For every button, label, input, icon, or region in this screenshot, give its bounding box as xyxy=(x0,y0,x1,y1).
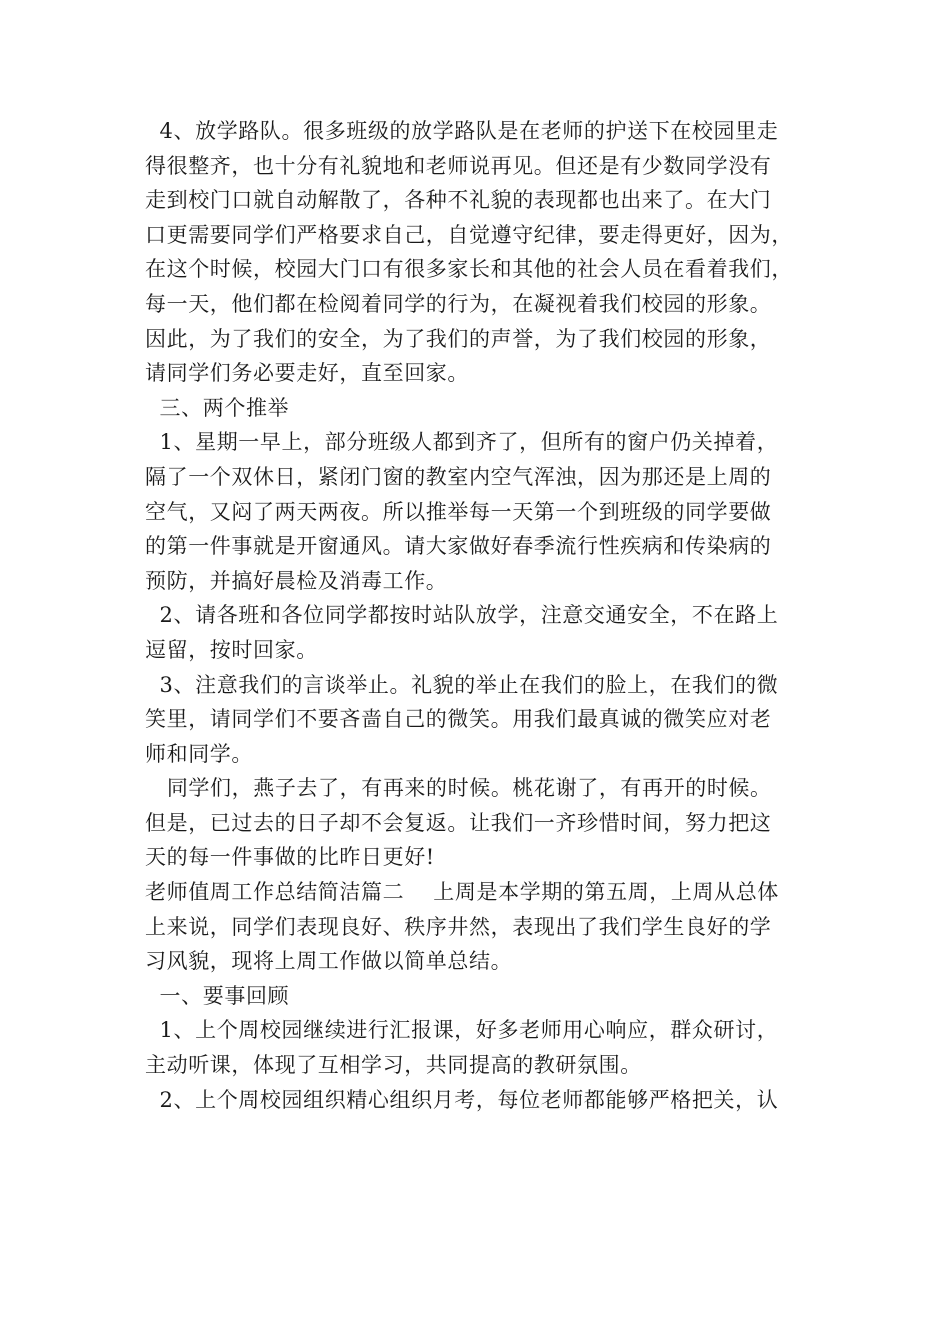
text-line: 1、星期一早上，部分班级人都到齐了，但所有的窗户仍关掉着， xyxy=(145,430,779,455)
text-line: 天的每一件事做的比昨日更好! xyxy=(145,845,435,870)
text-line: 但是，已过去的日子却不会复返。让我们一齐珍惜时间，努力把这 xyxy=(145,810,772,835)
text-line: 笑里，请同学们不要吝啬自己的微笑。用我们最真诚的微笑应对老 xyxy=(145,707,772,732)
text-line: 同学们，燕子去了，有再来的时候。桃花谢了，有再开的时候。 xyxy=(145,776,772,801)
text-line: 老师值周工作总结简洁篇二 上周是本学期的第五周，上周从总体 xyxy=(145,880,779,905)
section-heading-two-recommendations xyxy=(145,391,810,426)
text-line: 3、注意我们的言谈举止。礼貌的举止在我们的脸上，在我们的微 xyxy=(145,672,779,697)
paragraph-monthly-exam xyxy=(145,1083,810,1118)
text-line: 逗留，按时回家。 xyxy=(145,637,318,662)
text-line: 的第一件事就是开窗通风。请大家做好春季流行性疾病和传染病的 xyxy=(145,534,772,559)
text-line: 请同学们务必要走好，直至回家。 xyxy=(145,361,469,386)
text-line: 走到校门口就自动解散了，各种不礼貌的表现都也出来了。在大门 xyxy=(145,188,772,213)
text-line: 每一天，他们都在检阅着同学的行为，在凝视着我们校园的形象。 xyxy=(145,291,772,316)
text-line: 2、上个周校园组织精心组织月考，每位老师都能够严格把关，认 xyxy=(145,1087,779,1112)
text-line: 因此，为了我们的安全，为了我们的声誉，为了我们校园的形象， xyxy=(145,326,772,351)
paragraph-summary-part-two xyxy=(145,875,810,979)
heading-line: 一、要事回顾 xyxy=(145,983,290,1008)
section-heading-review xyxy=(145,979,810,1014)
paragraph-queue-on-time xyxy=(145,598,810,667)
text-line: 得很整齐，也十分有礼貌地和老师说再见。但还是有少数同学没有 xyxy=(145,153,772,178)
text-line: 隔了一个双休日，紧闭门窗的教室内空气浑浊，因为那还是上周的 xyxy=(145,464,772,489)
text-line: 上来说，同学们表现良好、秩序井然，表现出了我们学生良好的学 xyxy=(145,914,772,939)
paragraph-window-ventilation xyxy=(145,425,810,598)
text-line: 师和同学。 xyxy=(145,741,253,766)
paragraph-manners xyxy=(145,668,810,772)
document-body xyxy=(145,114,810,1117)
paragraph-after-school-queue xyxy=(145,114,810,391)
text-line: 空气，又闷了两天两夜。所以推举每一天第一个到班级的同学要做 xyxy=(145,499,772,524)
text-line: 习风貌，现将上周工作做以简单总结。 xyxy=(145,949,513,974)
heading-line: 三、两个推举 xyxy=(145,395,290,420)
paragraph-report-lessons xyxy=(145,1013,810,1082)
text-line: 4、放学路队。很多班级的放学路队是在老师的护送下在校园里走 xyxy=(145,119,779,143)
text-line: 主动听课，体现了互相学习，共同提高的教研氛围。 xyxy=(145,1053,642,1078)
paragraph-closing-remarks xyxy=(145,771,810,875)
text-line: 口更需要同学们严格要求自己，自觉遵守纪律，要走得更好，因为， xyxy=(145,222,793,247)
text-line: 在这个时候，校园大门口有很多家长和其他的社会人员在看着我们， xyxy=(145,257,793,282)
text-line: 1、上个周校园继续进行汇报课，好多老师用心响应，群众研讨， xyxy=(145,1018,779,1043)
text-line: 2、请各班和各位同学都按时站队放学，注意交通安全，不在路上 xyxy=(145,603,779,628)
text-line: 预防，并搞好晨检及消毒工作。 xyxy=(145,568,448,593)
